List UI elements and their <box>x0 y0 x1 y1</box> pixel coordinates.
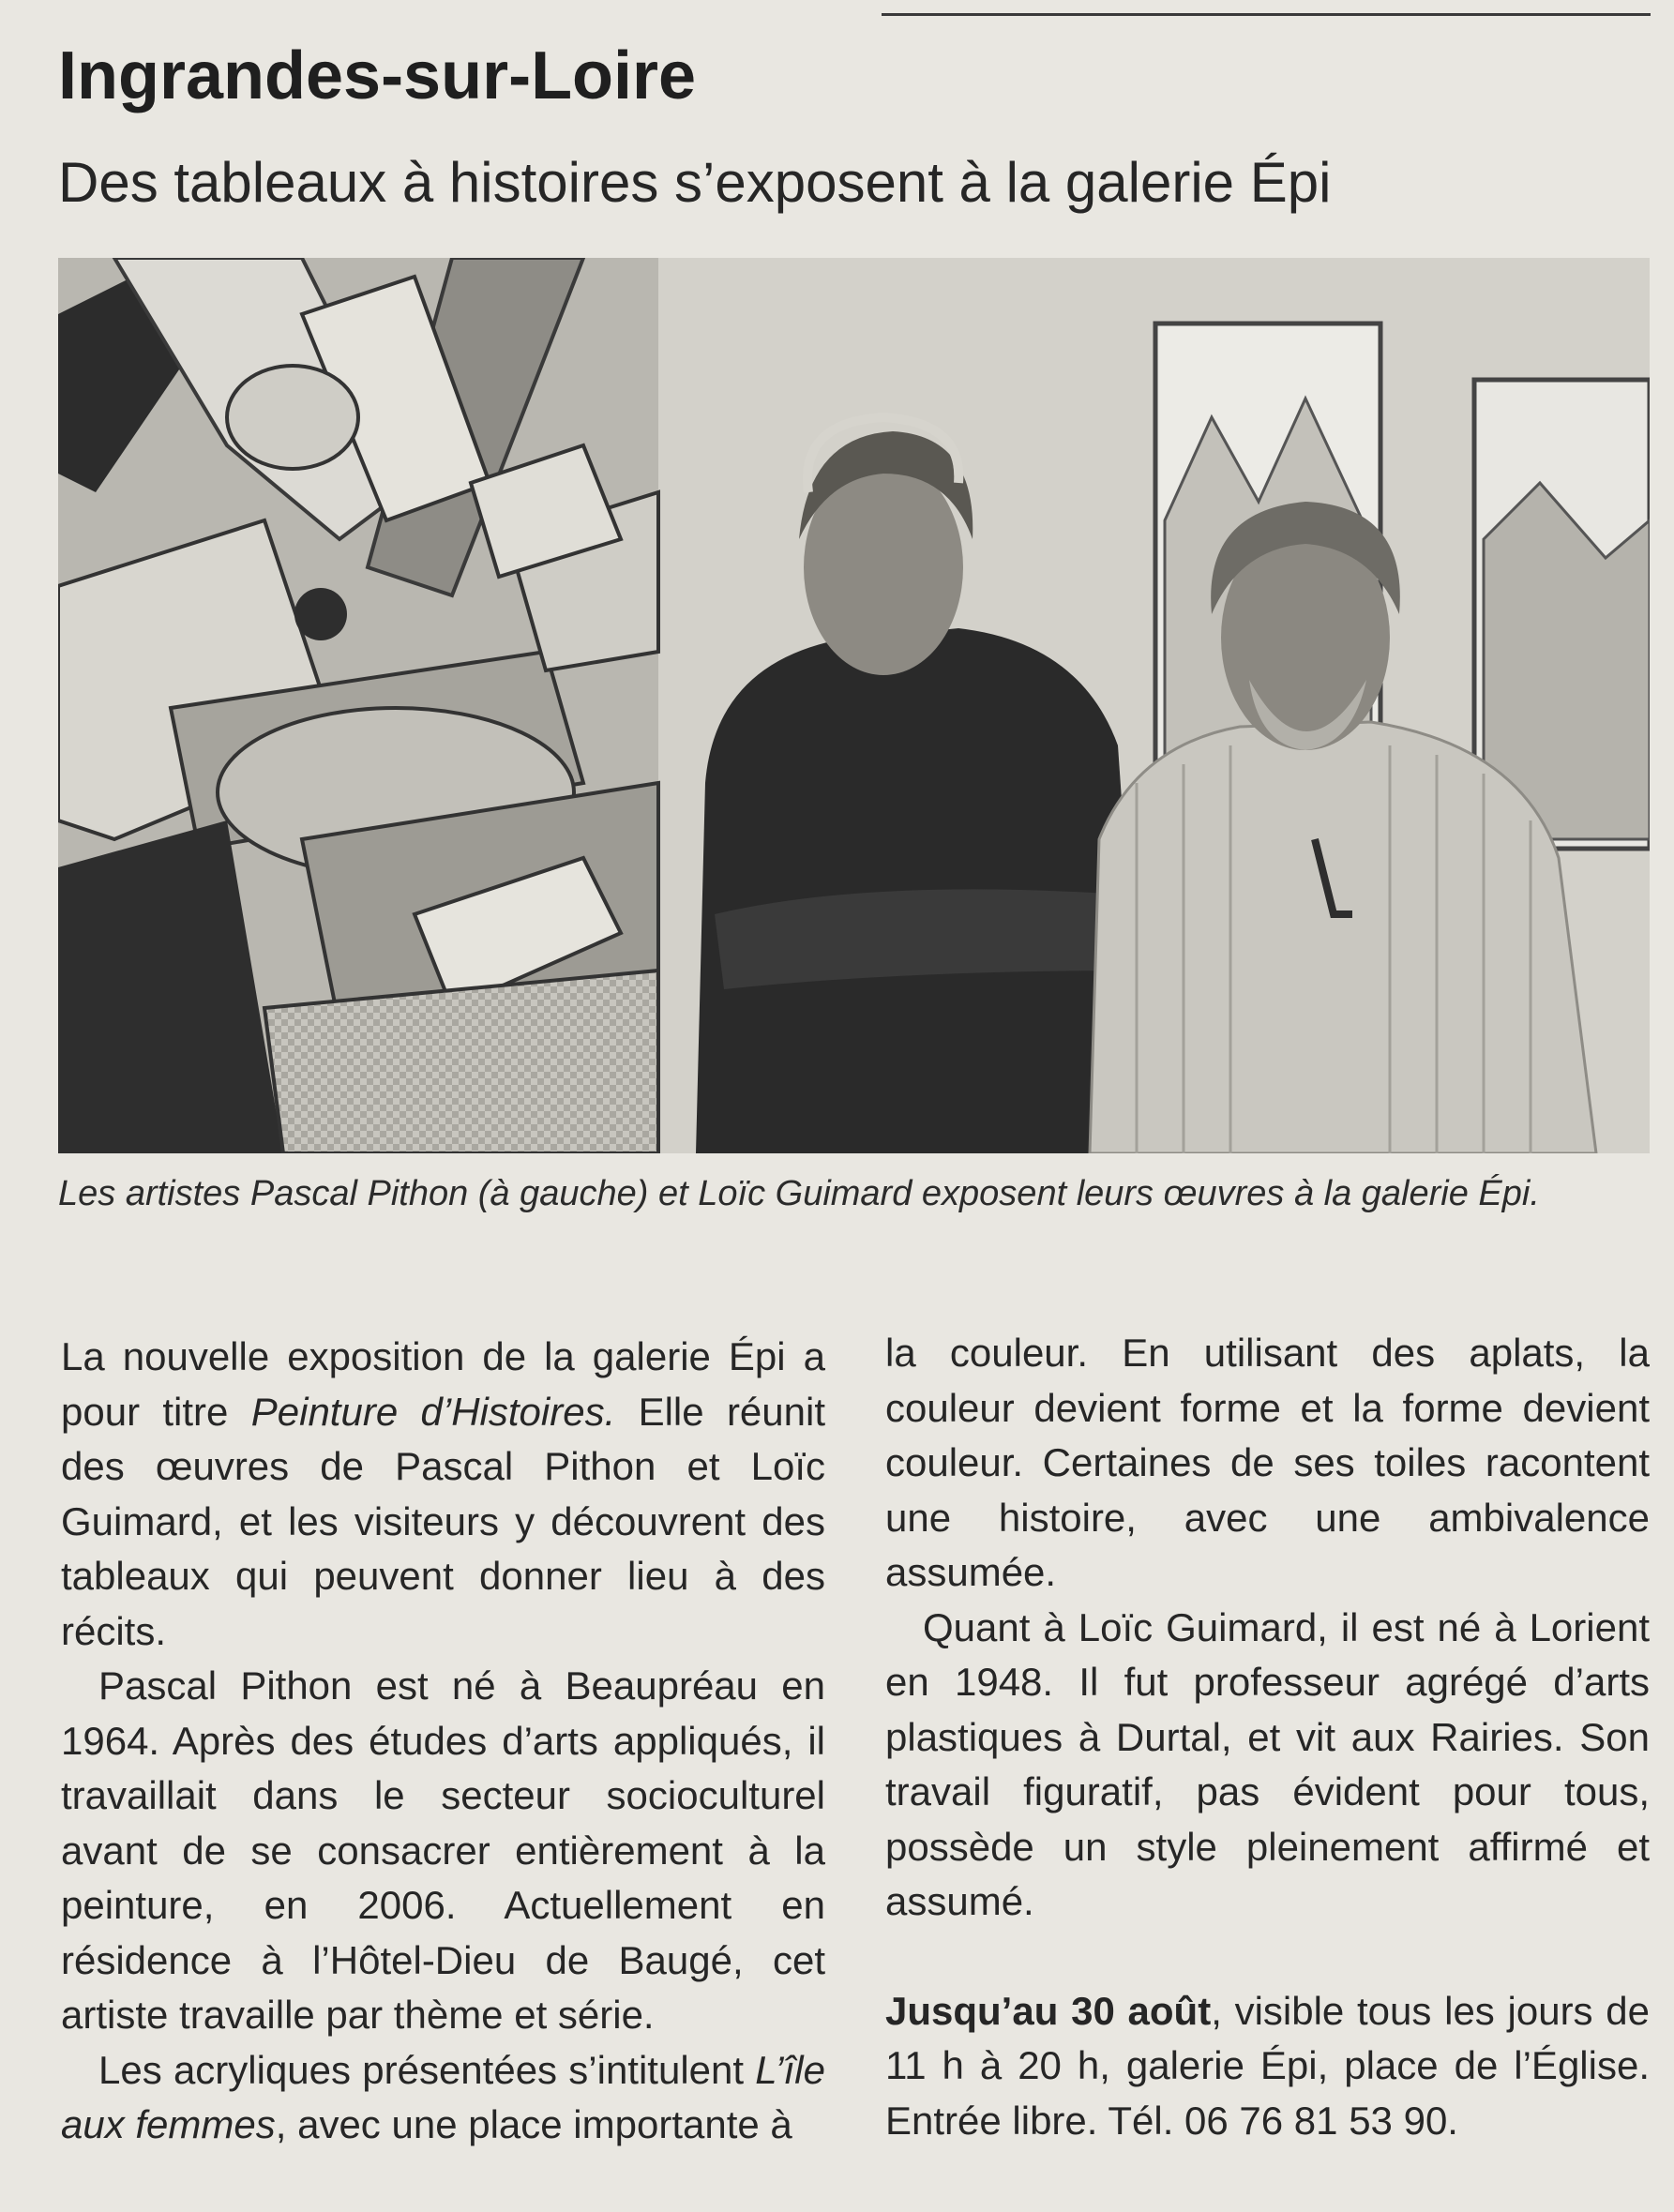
article-column-right <box>885 1326 1650 2148</box>
practical-info <box>885 1984 1650 2149</box>
top-rule <box>882 13 1651 16</box>
location-heading: Ingrandes-sur-Loire <box>58 38 697 113</box>
info-dates: Jusqu’au 30 août <box>885 1988 1212 2033</box>
paragraph-3-start <box>61 2043 825 2153</box>
paragraph-3-continued: la couleur. En utilisant des aplats, la couleur devient forme et la forme devient couleur. Certaines de ses toiles racontent une histoire, avec une ambivalence assumée. <box>885 1331 1650 1594</box>
paragraph-1 <box>61 1330 825 1659</box>
article-column-left <box>61 1330 825 2153</box>
paragraph-3-b: , avec une place importante à <box>275 2102 792 2146</box>
paragraph-1-start: La nouvelle exposition de la galerie Épi a pour titre <box>61 1334 825 1434</box>
article-photo <box>58 258 1650 1153</box>
article-headline: Des tableaux à histoires s’exposent à la galerie Épi <box>58 151 1332 214</box>
exhibition-title: Peinture d’Histoires. <box>250 1389 616 1434</box>
paragraph-1-end: Elle réunit des œuvres de Pascal Pithon et Loïc Guimard, et les visiteurs y découvrent des tableaux qui peuvent donner lieu à des récits. <box>61 1389 826 1653</box>
paragraph-2: Pascal Pithon est né à Beaupréau en 1964. Après des études d’arts appliqués, il travaillait dans le secteur socioculturel avant de se consacrer entièrement à la peinture, en 2006. Actuellement en résidence à l’Hôtel-Dieu de Baugé, cet artiste travaille par thème et série. <box>61 1663 825 2037</box>
series-title: L’île aux femmes <box>61 2047 825 2146</box>
photo-caption: Les artistes Pascal Pithon (à gauche) et Loïc Guimard exposent leurs œuvres à la galerie Épi. <box>58 1174 1540 1213</box>
paragraph-3-a: Les acryliques présentées s’intitulent <box>98 2047 756 2092</box>
paragraph-4: Quant à Loïc Guimard, il est né à Lorient en 1948. Il fut professeur agrégé d’arts plastiques à Durtal, et vit aux Rairies. Son travail figuratif, pas évident pour tous, possède un style pleinement affirmé et assumé. <box>885 1604 1650 1923</box>
abstract-painting <box>58 258 658 1153</box>
info-details: , visible tous les jours de 11 h à 20 h, galerie Épi, place de l’Église. Entrée libre. Tél. 06 76 81 53 90. <box>885 1988 1650 2143</box>
